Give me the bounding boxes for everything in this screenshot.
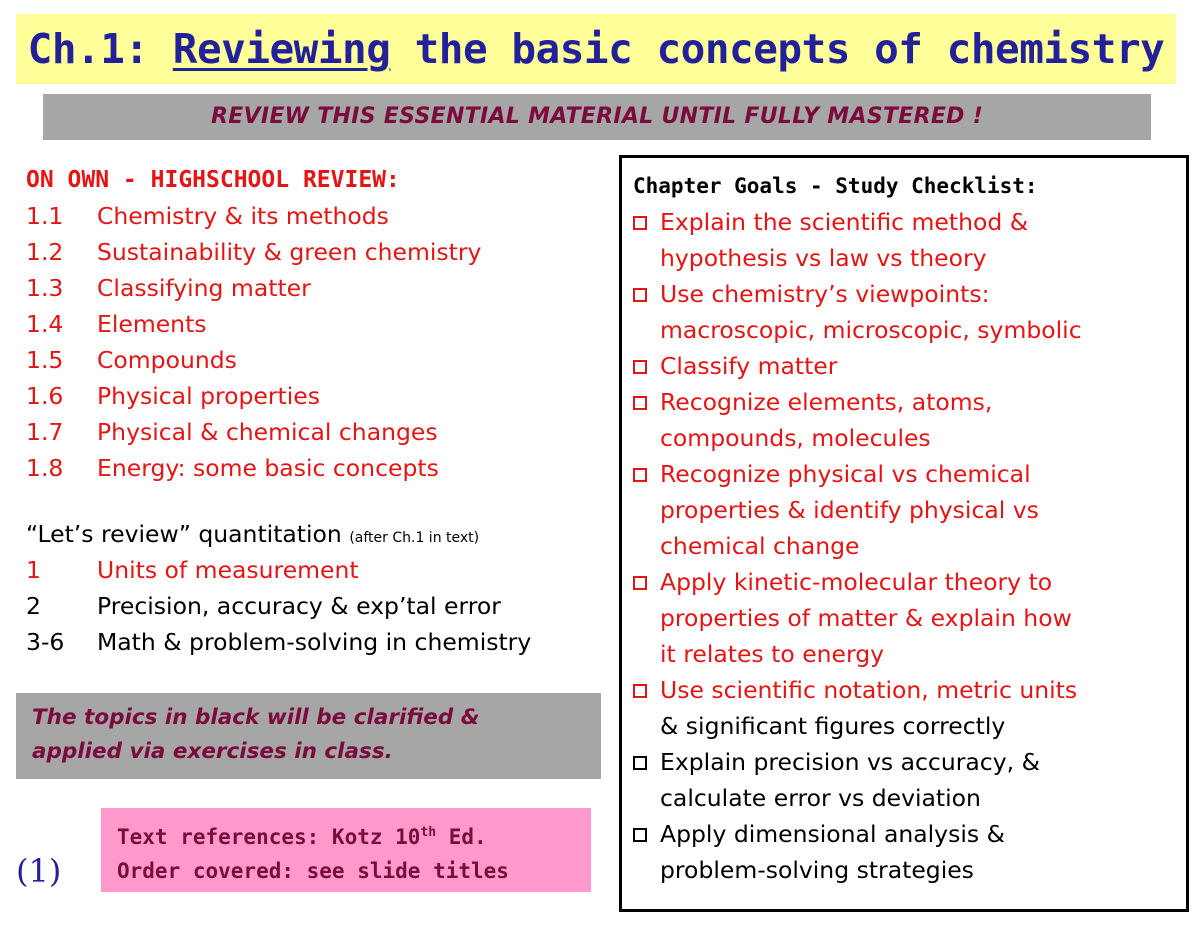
refs-line-1-suffix: Ed.	[436, 825, 487, 849]
clarify-line-1: The topics in black will be clarified &	[32, 705, 480, 730]
checklist-item	[633, 456, 1186, 564]
checkbox-icon	[633, 360, 647, 374]
quant-heading	[26, 516, 611, 552]
item-line: & significant figures correctly	[660, 712, 1006, 740]
checklist-item-text	[660, 348, 837, 384]
checklist-item-text	[660, 276, 1082, 348]
item-line: macroscopic, microscopic, symbolic	[660, 316, 1082, 344]
checklist-item-text	[660, 672, 1077, 744]
clarify-note	[16, 693, 601, 779]
item-line: compounds, molecules	[660, 424, 931, 452]
checklist-item-text	[660, 384, 992, 456]
checkbox-icon	[633, 288, 647, 302]
checkbox-icon	[633, 684, 647, 698]
checklist-item-text	[660, 744, 1040, 816]
topic-row	[26, 450, 611, 486]
item-line: Use scientific notation, metric units	[660, 676, 1078, 704]
checklist-item	[633, 564, 1186, 672]
quant-heading-text: “Let’s review” quantitation	[26, 520, 342, 548]
topic-text: Elements	[97, 310, 207, 338]
item-line: Recognize physical vs chemical	[660, 460, 1031, 488]
item-line: hypothesis vs law vs theory	[660, 244, 987, 272]
review-topics	[26, 162, 611, 660]
checklist-item	[633, 204, 1186, 276]
quant-number: 1	[26, 556, 41, 584]
quant-row	[26, 588, 611, 624]
topic-text: Physical properties	[97, 382, 320, 410]
checkbox-icon	[633, 756, 647, 770]
topic-number: 1.1	[26, 202, 64, 230]
topic-row	[26, 234, 611, 270]
checkbox-icon	[633, 576, 647, 590]
topic-number: 1.5	[26, 346, 64, 374]
item-line: Explain precision vs accuracy, &	[660, 748, 1040, 776]
review-banner: REVIEW THIS ESSENTIAL MATERIAL UNTIL FULLY MASTERED !	[43, 94, 1151, 140]
item-line: properties & identify physical vs	[660, 496, 1039, 524]
item-line: Recognize elements, atoms,	[660, 388, 993, 416]
checkbox-icon	[633, 468, 647, 482]
checkbox-icon	[633, 396, 647, 410]
item-line: calculate error vs deviation	[660, 784, 981, 812]
item-line: Explain the scientific method &	[660, 208, 1029, 236]
topic-number: 1.8	[26, 454, 64, 482]
study-checklist	[619, 155, 1189, 912]
topic-row	[26, 270, 611, 306]
topic-number: 1.7	[26, 418, 64, 446]
checklist-item	[633, 816, 1186, 888]
topic-text: Classifying matter	[97, 274, 311, 302]
item-line: it relates to energy	[660, 640, 885, 668]
refs-line-1-sup: th	[420, 825, 437, 840]
quant-row	[26, 624, 611, 660]
slide-number: (1)	[16, 852, 62, 890]
checklist-item-text	[660, 564, 1072, 672]
slide-title	[16, 14, 1176, 84]
topic-row	[26, 198, 611, 234]
topic-text: Chemistry & its methods	[97, 202, 389, 230]
item-line: Use chemistry’s viewpoints:	[660, 280, 990, 308]
checklist-item	[633, 384, 1186, 456]
topic-text: Compounds	[97, 346, 237, 374]
quant-number: 3-6	[26, 628, 65, 656]
quant-text: Precision, accuracy & exp’tal error	[97, 592, 501, 620]
refs-line-1	[117, 816, 575, 854]
topic-row	[26, 342, 611, 378]
item-line: Apply dimensional analysis &	[660, 820, 1005, 848]
highschool-heading: ON OWN - HIGHSCHOOL REVIEW:	[26, 167, 400, 193]
topic-text: Energy: some basic concepts	[97, 454, 439, 482]
checklist-item	[633, 348, 1186, 384]
topic-number: 1.6	[26, 382, 64, 410]
topic-row	[26, 306, 611, 342]
checklist-item-text	[660, 456, 1039, 564]
topic-number: 1.2	[26, 238, 64, 266]
clarify-line-2: applied via exercises in class.	[32, 739, 393, 764]
item-line: chemical change	[660, 532, 860, 560]
topic-text: Physical & chemical changes	[97, 418, 438, 446]
checklist-item-text	[660, 816, 1005, 888]
topic-number: 1.3	[26, 274, 64, 302]
checklist-item	[633, 744, 1186, 816]
title-prefix: Ch.1:	[27, 25, 173, 73]
quant-text: Math & problem-solving in chemistry	[97, 628, 532, 656]
title-underlined: Reviewing	[172, 25, 391, 73]
item-line: Classify matter	[660, 352, 838, 380]
checkbox-icon	[633, 828, 647, 842]
topic-row	[26, 378, 611, 414]
checklist-item	[633, 672, 1186, 744]
checklist-item-text	[660, 204, 1028, 276]
quant-number: 2	[26, 592, 41, 620]
title-suffix: the basic concepts of chemistry	[390, 25, 1165, 73]
quant-text: Units of measurement	[97, 556, 359, 584]
topic-number: 1.4	[26, 310, 64, 338]
refs-line-1-prefix: Text references: Kotz 10	[117, 825, 421, 849]
refs-line-2: Order covered: see slide titles	[117, 859, 509, 883]
spacer	[26, 486, 611, 516]
quant-row	[26, 552, 611, 588]
text-references	[101, 808, 591, 892]
item-line: properties of matter & explain how	[660, 604, 1072, 632]
checklist-title: Chapter Goals - Study Checklist:	[633, 174, 1038, 198]
item-line: problem-solving strategies	[660, 856, 974, 884]
quant-note: (after Ch.1 in text)	[349, 530, 480, 546]
item-line: Apply kinetic-molecular theory to	[660, 568, 1053, 596]
checklist-item	[633, 276, 1186, 348]
topic-text: Sustainability & green chemistry	[97, 238, 482, 266]
topic-row	[26, 414, 611, 450]
checkbox-icon	[633, 216, 647, 230]
